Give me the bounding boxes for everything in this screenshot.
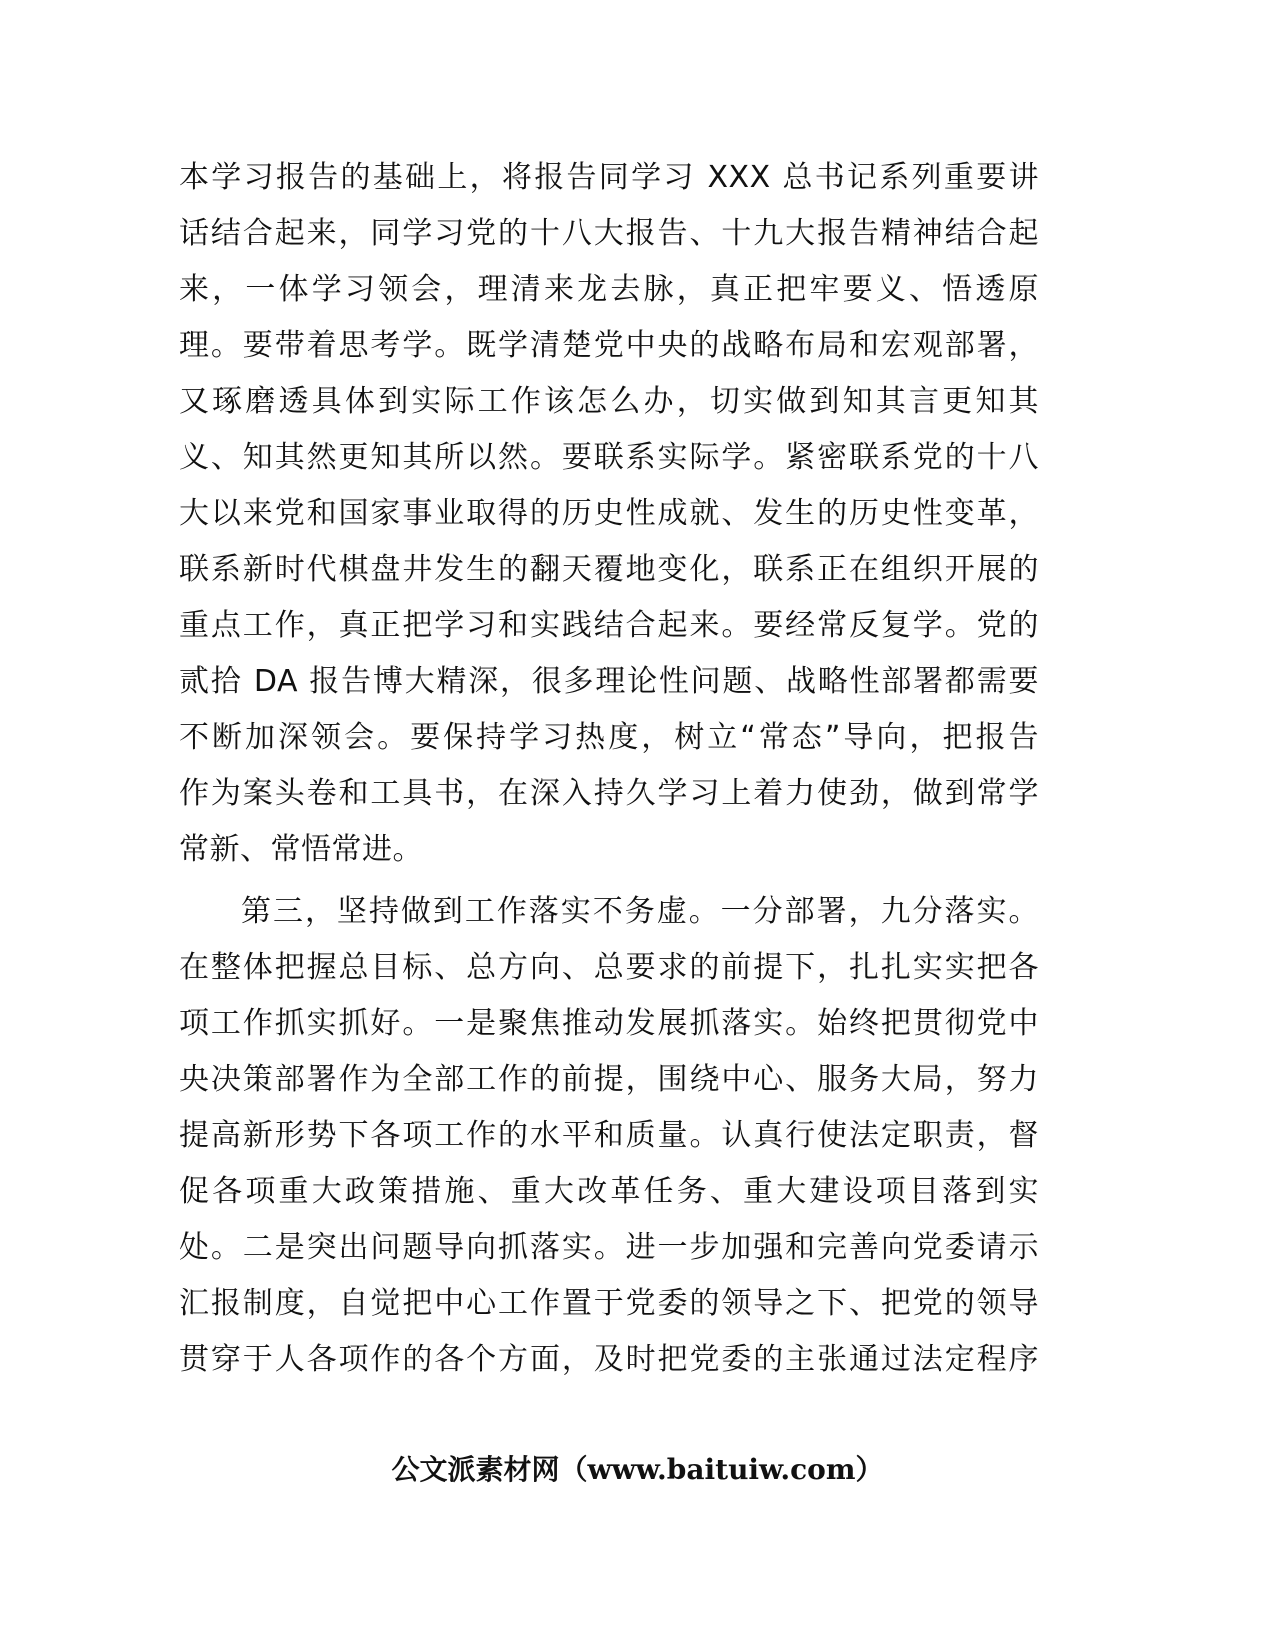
text-line: 理。要带着思考学。既学清楚党中央的战略布局和宏观部署，	[179, 328, 1039, 363]
paragraph-2	[179, 884, 1039, 1388]
text-line: 提高新形势下各项工作的水平和质量。认真行使法定职责，督	[179, 1118, 1039, 1153]
text-line: 重点工作，真正把学习和实践结合起来。要经常反复学。党的	[179, 608, 1039, 643]
text-line: 第三，坚持做到工作落实不务虚。一分部署，九分落实。	[241, 894, 1039, 929]
text-line: 央决策部署作为全部工作的前提，围绕中心、服务大局，努力	[179, 1062, 1039, 1097]
text-line: 来，一体学习领会，理清来龙去脉，真正把牢要义、悟透原	[179, 272, 1039, 307]
text-line: 义、知其然更知其所以然。要联系实际学。紧密联系党的十八	[179, 440, 1039, 475]
body-text	[179, 150, 1039, 1388]
text-line: 在整体把握总目标、总方向、总要求的前提下，扎扎实实把各	[179, 950, 1039, 985]
text-line: 常新、常悟常进。	[179, 832, 423, 867]
text-line: 话结合起来，同学习党的十八大报告、十九大报告精神结合起	[179, 216, 1039, 251]
text-line: 汇报制度，自觉把中心工作置于党委的领导之下、把党的领导	[179, 1286, 1039, 1321]
text-line: 联系新时代棋盘井发生的翻天覆地变化，联系正在组织开展的	[179, 552, 1039, 587]
text-line: 促各项重大政策措施、重大改革任务、重大建设项目落到实	[179, 1174, 1039, 1209]
footer-watermark: 公文派素材网（www.baituiw.com）	[391, 1453, 884, 1486]
text-line: 又琢磨透具体到实际工作该怎么办，切实做到知其言更知其	[179, 384, 1039, 419]
text-line: 贯穿于人各项作的各个方面，及时把党委的主张通过法定程序	[179, 1342, 1039, 1377]
text-line: 贰拾 DA 报告博大精深，很多理论性问题、战略性部署都需要	[179, 664, 1039, 699]
text-line: 不断加深领会。要保持学习热度，树立“常态”导向，把报告	[179, 720, 1039, 755]
text-line: 大以来党和国家事业取得的历史性成就、发生的历史性变革，	[179, 496, 1039, 531]
text-line: 本学习报告的基础上，将报告同学习 XXX 总书记系列重要讲	[179, 160, 1039, 195]
text-line: 作为案头卷和工具书，在深入持久学习上着力使劲，做到常学	[179, 776, 1039, 811]
paragraph-1	[179, 150, 1039, 878]
text-line: 处。二是突出问题导向抓落实。进一步加强和完善向党委请示	[179, 1230, 1039, 1265]
text-line: 项工作抓实抓好。一是聚焦推动发展抓落实。始终把贯彻党中	[179, 1006, 1039, 1041]
